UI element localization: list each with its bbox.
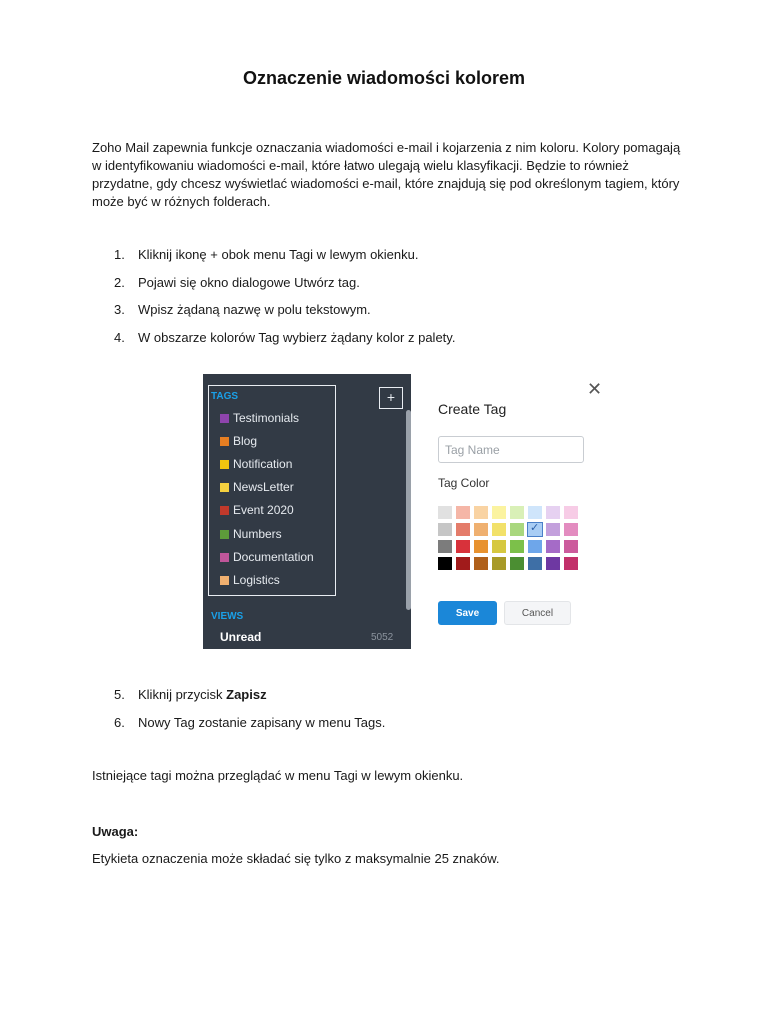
tag-color-dot: [220, 483, 229, 492]
color-swatch[interactable]: [492, 523, 506, 536]
color-swatch[interactable]: [564, 557, 578, 570]
color-swatch[interactable]: [528, 557, 542, 570]
step-number: 4.: [114, 329, 125, 345]
sidebar-tag-item[interactable]: [220, 527, 282, 543]
tag-color-label: Tag Color: [438, 476, 490, 490]
tag-label: Notification: [233, 457, 293, 472]
color-swatch[interactable]: [492, 540, 506, 553]
color-swatch[interactable]: [564, 540, 578, 553]
tag-label: Numbers: [233, 526, 282, 541]
sidebar-tag-item[interactable]: [220, 411, 299, 427]
color-swatch[interactable]: [456, 540, 470, 553]
color-swatch[interactable]: [474, 540, 488, 553]
tag-label: NewsLetter: [233, 480, 294, 495]
step-item: [92, 275, 455, 303]
unread-count: 5052: [371, 632, 394, 643]
tags-section-label: TAGS: [211, 391, 239, 402]
step-bold-text: Zapisz: [226, 687, 267, 702]
tag-color-dot: [220, 414, 229, 423]
unread-view-item[interactable]: Unread: [220, 630, 262, 644]
color-swatch[interactable]: [438, 523, 452, 536]
color-swatch[interactable]: [474, 523, 488, 536]
tag-label: Logistics: [233, 572, 280, 587]
color-swatch[interactable]: [474, 557, 488, 570]
color-swatch-selected[interactable]: [528, 523, 542, 536]
color-swatch[interactable]: [456, 523, 470, 536]
color-swatch[interactable]: [438, 557, 452, 570]
step-item: [92, 715, 385, 743]
tag-color-dot: [220, 506, 229, 515]
tag-color-dot: [220, 576, 229, 585]
tag-label: Event 2020: [233, 503, 294, 518]
sidebar-tag-item[interactable]: [220, 503, 294, 519]
page-title: Oznaczenie wiadomości kolorem: [242, 68, 526, 88]
tag-color-dot: [220, 530, 229, 539]
tag-color-dot: [220, 437, 229, 446]
sidebar-tag-item[interactable]: [220, 550, 314, 566]
color-swatch[interactable]: [564, 506, 578, 519]
tag-label: Testimonials: [233, 411, 300, 425]
tag-color-dot: [220, 460, 229, 469]
color-swatch[interactable]: [546, 506, 560, 519]
step-number: 1.: [114, 247, 125, 262]
views-section-label: VIEWS: [211, 611, 244, 622]
color-swatch[interactable]: [456, 506, 470, 519]
plus-square-icon[interactable]: +: [379, 387, 403, 409]
step-number: 3.: [114, 302, 125, 317]
color-swatch[interactable]: [528, 506, 542, 519]
step-text: Pojawi się okno dialogowe Utwórz tag.: [138, 274, 360, 290]
color-swatch[interactable]: [456, 557, 470, 570]
tag-label: Blog: [233, 434, 258, 449]
create-tag-dialog: [411, 374, 611, 649]
color-swatch[interactable]: [546, 540, 560, 553]
step-text: Kliknij ikonę + obok menu Tagi w lewym okienku.: [138, 247, 419, 262]
tag-name-input[interactable]: [438, 436, 584, 463]
step-text: Wpisz żądaną nazwę w polu tekstowym.: [138, 302, 371, 317]
step-text: W obszarze kolorów Tag wybierz żądany kolor z palety.: [138, 329, 456, 345]
create-tag-screenshot: [203, 374, 611, 649]
color-swatch[interactable]: [546, 523, 560, 536]
color-palette: [438, 506, 578, 570]
step-text: Kliknij przycisk: [138, 687, 227, 702]
color-swatch[interactable]: [510, 523, 524, 536]
note-text: Etykieta oznaczenia może składać się tylko z maksymalnie 25 znaków.: [92, 851, 500, 866]
tags-sidebar: [203, 374, 411, 649]
close-icon[interactable]: ✕: [587, 379, 603, 399]
color-swatch[interactable]: [528, 540, 542, 553]
existing-tags-paragraph: Istniejące tagi można przeglądać w menu Tagi w lewym okienku.: [92, 768, 464, 783]
steps-list-continued: [92, 687, 385, 742]
color-swatch[interactable]: [474, 506, 488, 519]
steps-list: [92, 247, 455, 357]
color-swatch[interactable]: [564, 523, 578, 536]
step-item: [92, 330, 455, 358]
color-swatch[interactable]: [546, 557, 560, 570]
step-text: Nowy Tag zostanie zapisany w menu Tags.: [138, 714, 386, 730]
color-swatch[interactable]: [510, 540, 524, 553]
note-heading: Uwaga:: [92, 824, 139, 839]
intro-paragraph: Zoho Mail zapewnia funkcje oznaczania wiadomości e-mail i kojarzenia z nim koloru. Kolory pomagają w identyfikowaniu wiadomości e-mail, które łatwo ulegają wielu klasyfikacji. Będzie to również przydatne, gdy chcesz wyświetlać wiadomości e-mail, które znajdują się pod określonym tagiem, który może być w różnych folderach.: [92, 140, 681, 209]
save-button[interactable]: Save: [438, 601, 497, 625]
cancel-button[interactable]: Cancel: [504, 601, 571, 625]
step-number: 2.: [114, 274, 125, 290]
sidebar-tag-item[interactable]: [220, 457, 292, 473]
color-swatch[interactable]: [492, 506, 506, 519]
sidebar-tag-item[interactable]: [220, 573, 280, 589]
sidebar-tag-item[interactable]: [220, 434, 257, 450]
step-item: [92, 247, 455, 275]
dialog-title: Create Tag: [438, 401, 507, 417]
step-item: [92, 687, 385, 715]
color-swatch[interactable]: [438, 540, 452, 553]
step-number: 6.: [114, 714, 125, 730]
tag-label: Documentation: [233, 549, 314, 564]
color-swatch[interactable]: [510, 506, 524, 519]
color-swatch[interactable]: [438, 506, 452, 519]
step-number: 5.: [114, 687, 125, 702]
color-swatch[interactable]: [510, 557, 524, 570]
step-item: [92, 302, 455, 330]
sidebar-tag-item[interactable]: [220, 480, 294, 496]
color-swatch[interactable]: [492, 557, 506, 570]
tag-color-dot: [220, 553, 229, 562]
